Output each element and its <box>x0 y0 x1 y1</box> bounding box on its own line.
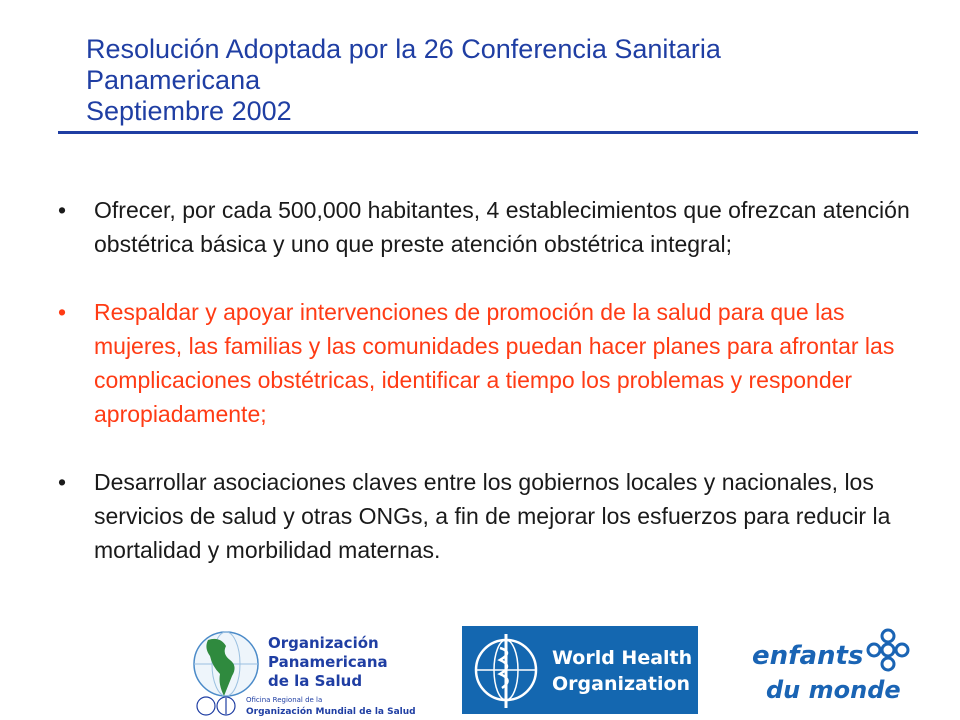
paho-name-line-2: Panamericana <box>268 653 388 671</box>
who-logo <box>462 626 698 714</box>
enfants-du-monde-logo <box>748 628 910 710</box>
who-name-line-2: Organization <box>552 673 691 695</box>
paho-logo <box>186 626 436 720</box>
paho-subtitle-line-2: Organización Mundial de la Salud <box>246 707 416 717</box>
title-line-1: Resolución Adoptada por la 26 Conferencia Sanitaria <box>86 34 721 64</box>
title-line-2: Panamericana <box>86 65 261 95</box>
paho-name-line-1: Organización <box>268 634 379 652</box>
bullet-text: Desarrollar asociaciones claves entre los gobiernos locales y nacionales, los servicios de salud y otras ONGs, a fin de mejorar los esfuerzos para reducir la mortalidad y morbilidad maternas. <box>94 469 891 563</box>
edm-flower-icon <box>868 630 908 670</box>
bullet-item <box>58 465 938 567</box>
bullet-dot-icon: • <box>58 469 67 495</box>
edm-name-line-2: du monde <box>766 676 901 704</box>
slide-title <box>86 34 906 127</box>
edm-name-line-1: enfants <box>752 641 864 671</box>
who-emblem-small-icon <box>197 697 235 715</box>
paho-name-line-3: de la Salud <box>268 672 363 690</box>
bullet-dot-icon: • <box>58 197 67 223</box>
bullet-item <box>58 193 938 261</box>
title-line-3: Septiembre 2002 <box>86 96 292 126</box>
bullet-dot-icon: • <box>58 299 67 325</box>
paho-globe-icon <box>194 632 258 696</box>
bullet-item <box>58 295 938 431</box>
paho-subtitle-line-1: Oficina Regional de la <box>246 696 323 704</box>
bullet-list <box>58 193 938 601</box>
who-name-line-1: World Health <box>552 647 693 669</box>
bullet-text: Ofrecer, por cada 500,000 habitantes, 4 establecimientos que ofrezcan atención obstétrica básica y uno que preste atención obstétrica integral; <box>94 197 910 257</box>
logo-strip <box>0 618 960 720</box>
title-underline <box>58 131 918 134</box>
bullet-text: Respaldar y apoyar intervenciones de promoción de la salud para que las mujeres, las familias y las comunidades puedan hacer planes para afrontar las complicaciones obstétricas, identificar a tiempo los problemas y responder apropiadamente; <box>94 299 895 427</box>
